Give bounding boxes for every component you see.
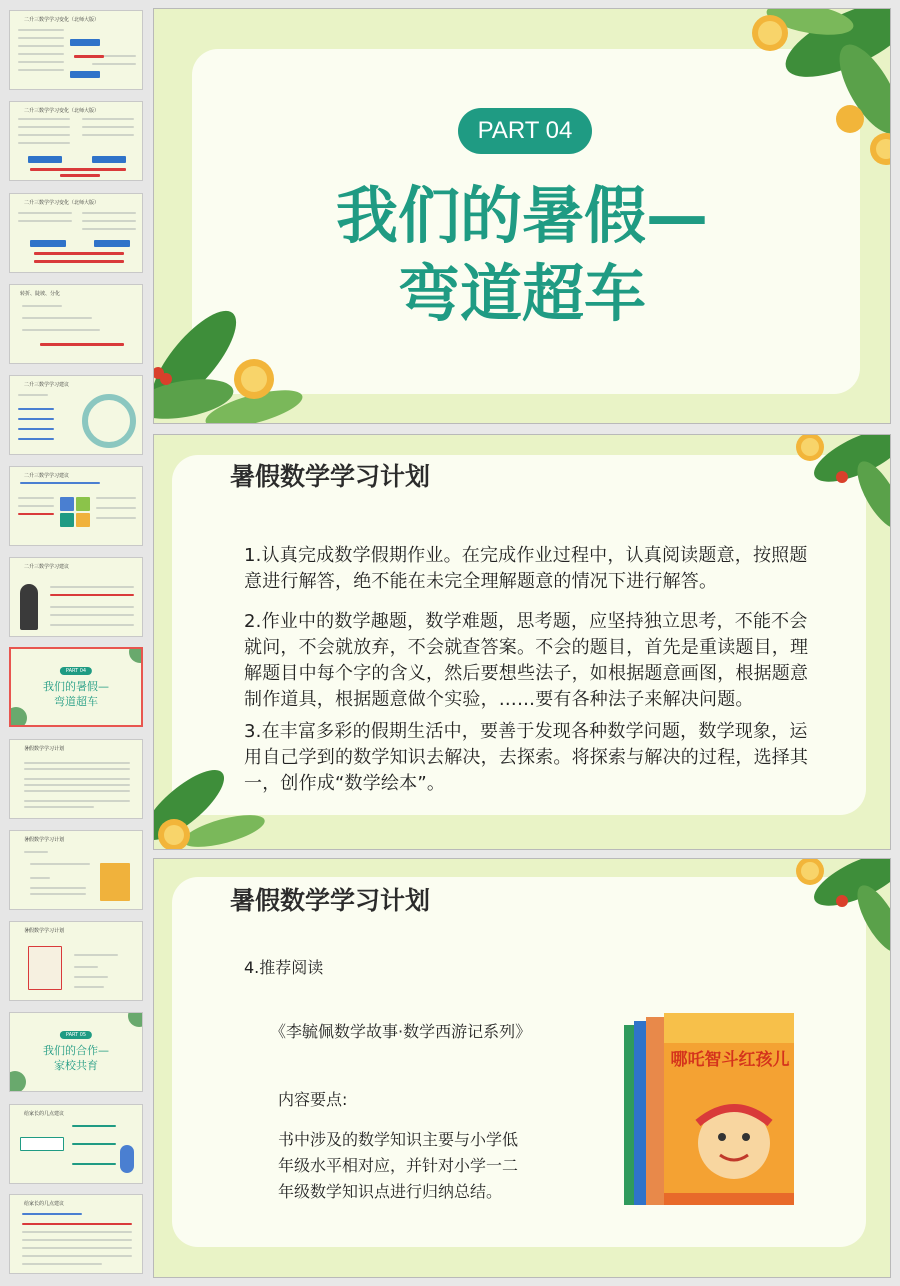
section-title: 我们的暑假— 弯道超车	[335, 179, 708, 330]
slide-thumbnail-4[interactable]	[9, 284, 143, 364]
thumb-title: 我们的暑假— 弯道超车	[43, 680, 109, 708]
slide-thumbnail-14[interactable]	[9, 1194, 143, 1274]
thumb-title: 转折、陡坡、分化	[20, 291, 61, 297]
book-description: 书中涉及的数学知识主要与小学低 年级水平相对应，并针对小学一二 年级数学知识点进行归纳总结。	[278, 1130, 519, 1201]
slide-thumbnail-2[interactable]	[9, 101, 143, 181]
slide-thumbnail-panel	[0, 0, 150, 1286]
thumb-title: 二升三数学学习变化（北师大版）	[24, 108, 100, 114]
book-cover-image	[624, 1013, 798, 1209]
slide-thumbnail-12[interactable]	[9, 1012, 143, 1092]
slide-heading: 暑假数学学习计划	[230, 886, 431, 915]
slide-heading: 暑假数学学习计划	[230, 462, 431, 491]
slide-thumbnail-6[interactable]	[9, 466, 143, 546]
slide-section-title	[153, 8, 891, 424]
plan-item-1: 1.认真完成数学假期作业。在完成作业过程中，认真阅读题意，按照题意进行解答，绝不能在未完全理解题意的情况下进行解答。	[244, 545, 808, 592]
thumb-title: 我们的合作— 家校共育	[43, 1044, 109, 1072]
thumb-badge: PART 05	[60, 1031, 92, 1039]
slide-thumbnail-1[interactable]	[9, 10, 143, 90]
thumb-title: 暑假数学学习计划	[24, 746, 65, 752]
slide-thumbnail-7[interactable]	[9, 557, 143, 637]
thumb-title: 二升三数学学习建议	[24, 473, 70, 479]
foliage-decoration	[750, 434, 891, 545]
thumb-title: 二升三数学学习变化（北师大版）	[24, 17, 100, 23]
foliage-decoration	[700, 8, 891, 179]
slide-thumbnail-13[interactable]	[9, 1104, 143, 1184]
thumb-title: 二升三数学学习建议	[24, 564, 70, 570]
slide-thumbnail-5[interactable]	[9, 375, 143, 455]
thumb-title: 暑假数学学习计划	[24, 928, 65, 934]
points-label: 内容要点:	[278, 1090, 348, 1109]
reading-subheading: 4.推荐阅读	[244, 958, 324, 977]
slide-summer-plan	[153, 434, 891, 850]
slide-thumbnail-11[interactable]	[9, 921, 143, 1001]
slide-thumbnail-10[interactable]	[9, 830, 143, 910]
thumb-title: 二升三数学学习建议	[24, 382, 70, 388]
slide-thumbnail-3[interactable]	[9, 193, 143, 273]
plan-item-2: 2.作业中的数学趣题，数学难题，思考题，应坚持独立思考，不能不会就问，不会就放弃，不会就查答案。不会的题目，首先是重读题目，理解题目中每个字的含义，然后要想些法子，如根据题意画图，根据题意制作道具，根据题意做个实验，……要有各种法子来解决问题。	[244, 611, 809, 710]
thumb-title: 给家长的几点建议	[24, 1111, 65, 1117]
thumb-title: 暑假数学学习计划	[24, 837, 65, 843]
slide-thumbnail-9[interactable]	[9, 739, 143, 819]
foliage-decoration	[750, 858, 891, 969]
thumb-title: 给家长的几点建议	[24, 1201, 65, 1207]
plan-item-3: 3.在丰富多彩的假期生活中，要善于发现各种数学问题，数学现象，运用自己学到的数学知识去解决，去探索。将探索与解决的过程，选择其一，创作成“数学绘本”。	[244, 721, 809, 794]
slide-recommended-reading	[153, 858, 891, 1278]
book-cover-title: 哪吒智斗红孩儿	[670, 1050, 790, 1070]
book-title: 《李毓佩数学故事·数学西游记系列》	[270, 1022, 532, 1041]
part-badge: PART 04	[458, 108, 592, 154]
thumb-badge: PART 04	[60, 667, 92, 675]
slide-thumbnail-8-active[interactable]	[9, 647, 143, 727]
thumb-title: 二升三数学学习变化（北师大版）	[24, 200, 100, 206]
